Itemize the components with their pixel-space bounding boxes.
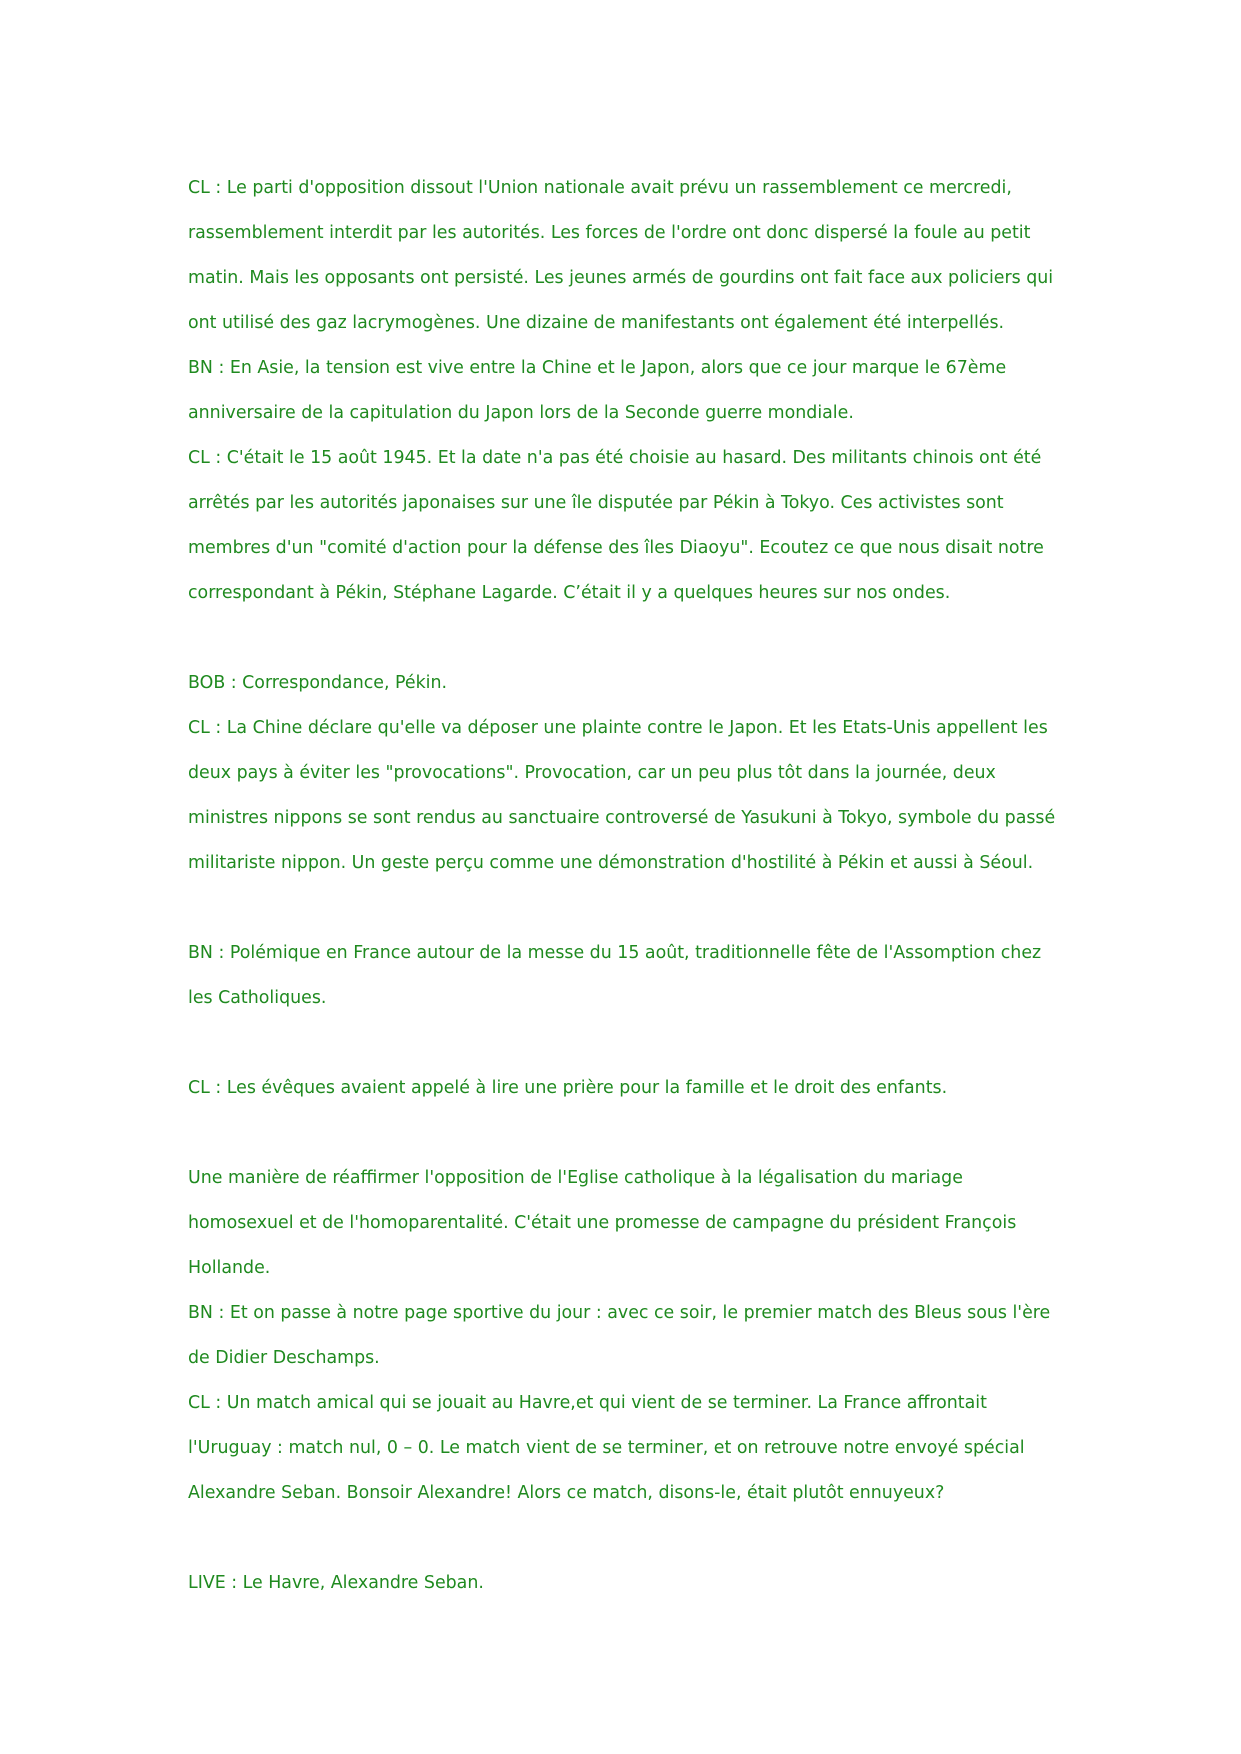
paragraph-spacer: [188, 1021, 1068, 1066]
paragraph-spacer: [188, 1516, 1068, 1561]
paragraph-bn-sport: BN : Et on passe à notre page sportive du jour : avec ce soir, le premier match des Bleus sous l'ère de Didier Deschamps.: [188, 1303, 1056, 1368]
paragraph-bn-polemique: BN : Polémique en France autour de la messe du 15 août, traditionnelle fête de l'Assomption chez les Catholiques.: [188, 943, 1047, 1008]
paragraph-cl-15-aout: CL : C'était le 15 août 1945. Et la date n'a pas été choisie au hasard. Des militants chinois ont été arrêtés par les autorités japonaises sur une île disputée par Pékin à Tokyo. Ces activistes sont membres d'un "comité d'action pour la défense des îles Diaoyu". Ecoutez ce que nous disait notre correspondant à Pékin, Stéphane Lagarde. C’était il y a quelques heures sur nos ondes.: [188, 448, 1050, 603]
paragraph-spacer: [188, 1111, 1068, 1156]
paragraph-spacer: [188, 616, 1068, 661]
paragraph-cl-opposition: CL : Le parti d'opposition dissout l'Union nationale avait prévu un rassemblement ce mercredi, rassemblement interdit par les autorités. Les forces de l'ordre ont donc dispersé la foule au petit matin. Mais les opposants ont persisté. Les jeunes armés de gourdins ont fait face aux policiers qui ont utilisé des gaz lacrymogènes. Une dizaine de manifestants ont également été interpellés.: [188, 178, 1059, 333]
paragraph-eglise: Une manière de réaffirmer l'opposition de l'Eglise catholique à la légalisation du mariage homosexuel et de l'homoparentalité. C'était une promesse de campagne du président François Hollande.: [188, 1168, 1022, 1278]
paragraph-cl-eveques: CL : Les évêques avaient appelé à lire une prière pour la famille et le droit des enfants.: [188, 1078, 948, 1098]
paragraph-live: LIVE : Le Havre, Alexandre Seban.: [188, 1573, 484, 1593]
paragraph-spacer: [188, 886, 1068, 931]
paragraph-bn-asie: BN : En Asie, la tension est vive entre la Chine et le Japon, alors que ce jour marque le 67ème anniversaire de la capitulation du Japon lors de la Seconde guerre mondiale.: [188, 358, 1012, 423]
paragraph-bob-correspondance: BOB : Correspondance, Pékin.: [188, 673, 448, 693]
paragraph-cl-chine-plainte: CL : La Chine déclare qu'elle va déposer une plainte contre le Japon. Et les Etats-Unis appellent les deux pays à éviter les "provocations". Provocation, car un peu plus tôt dans la journée, deux ministres nippons se sont rendus au sanctuaire controversé de Yasukuni à Tokyo, symbole du passé militariste nippon. Un geste perçu comme une démonstration d'hostilité à Pékin et aussi à Séoul.: [188, 718, 1061, 873]
transcript-page: [188, 166, 1068, 1606]
paragraph-cl-match: CL : Un match amical qui se jouait au Havre,et qui vient de se terminer. La France affrontait l'Uruguay : match nul, 0 – 0. Le match vient de se terminer, et on retrouve notre envoyé spécial Alexandre Seban. Bonsoir Alexandre! Alors ce match, disons-le, était plutôt ennuyeux?: [188, 1393, 1031, 1503]
